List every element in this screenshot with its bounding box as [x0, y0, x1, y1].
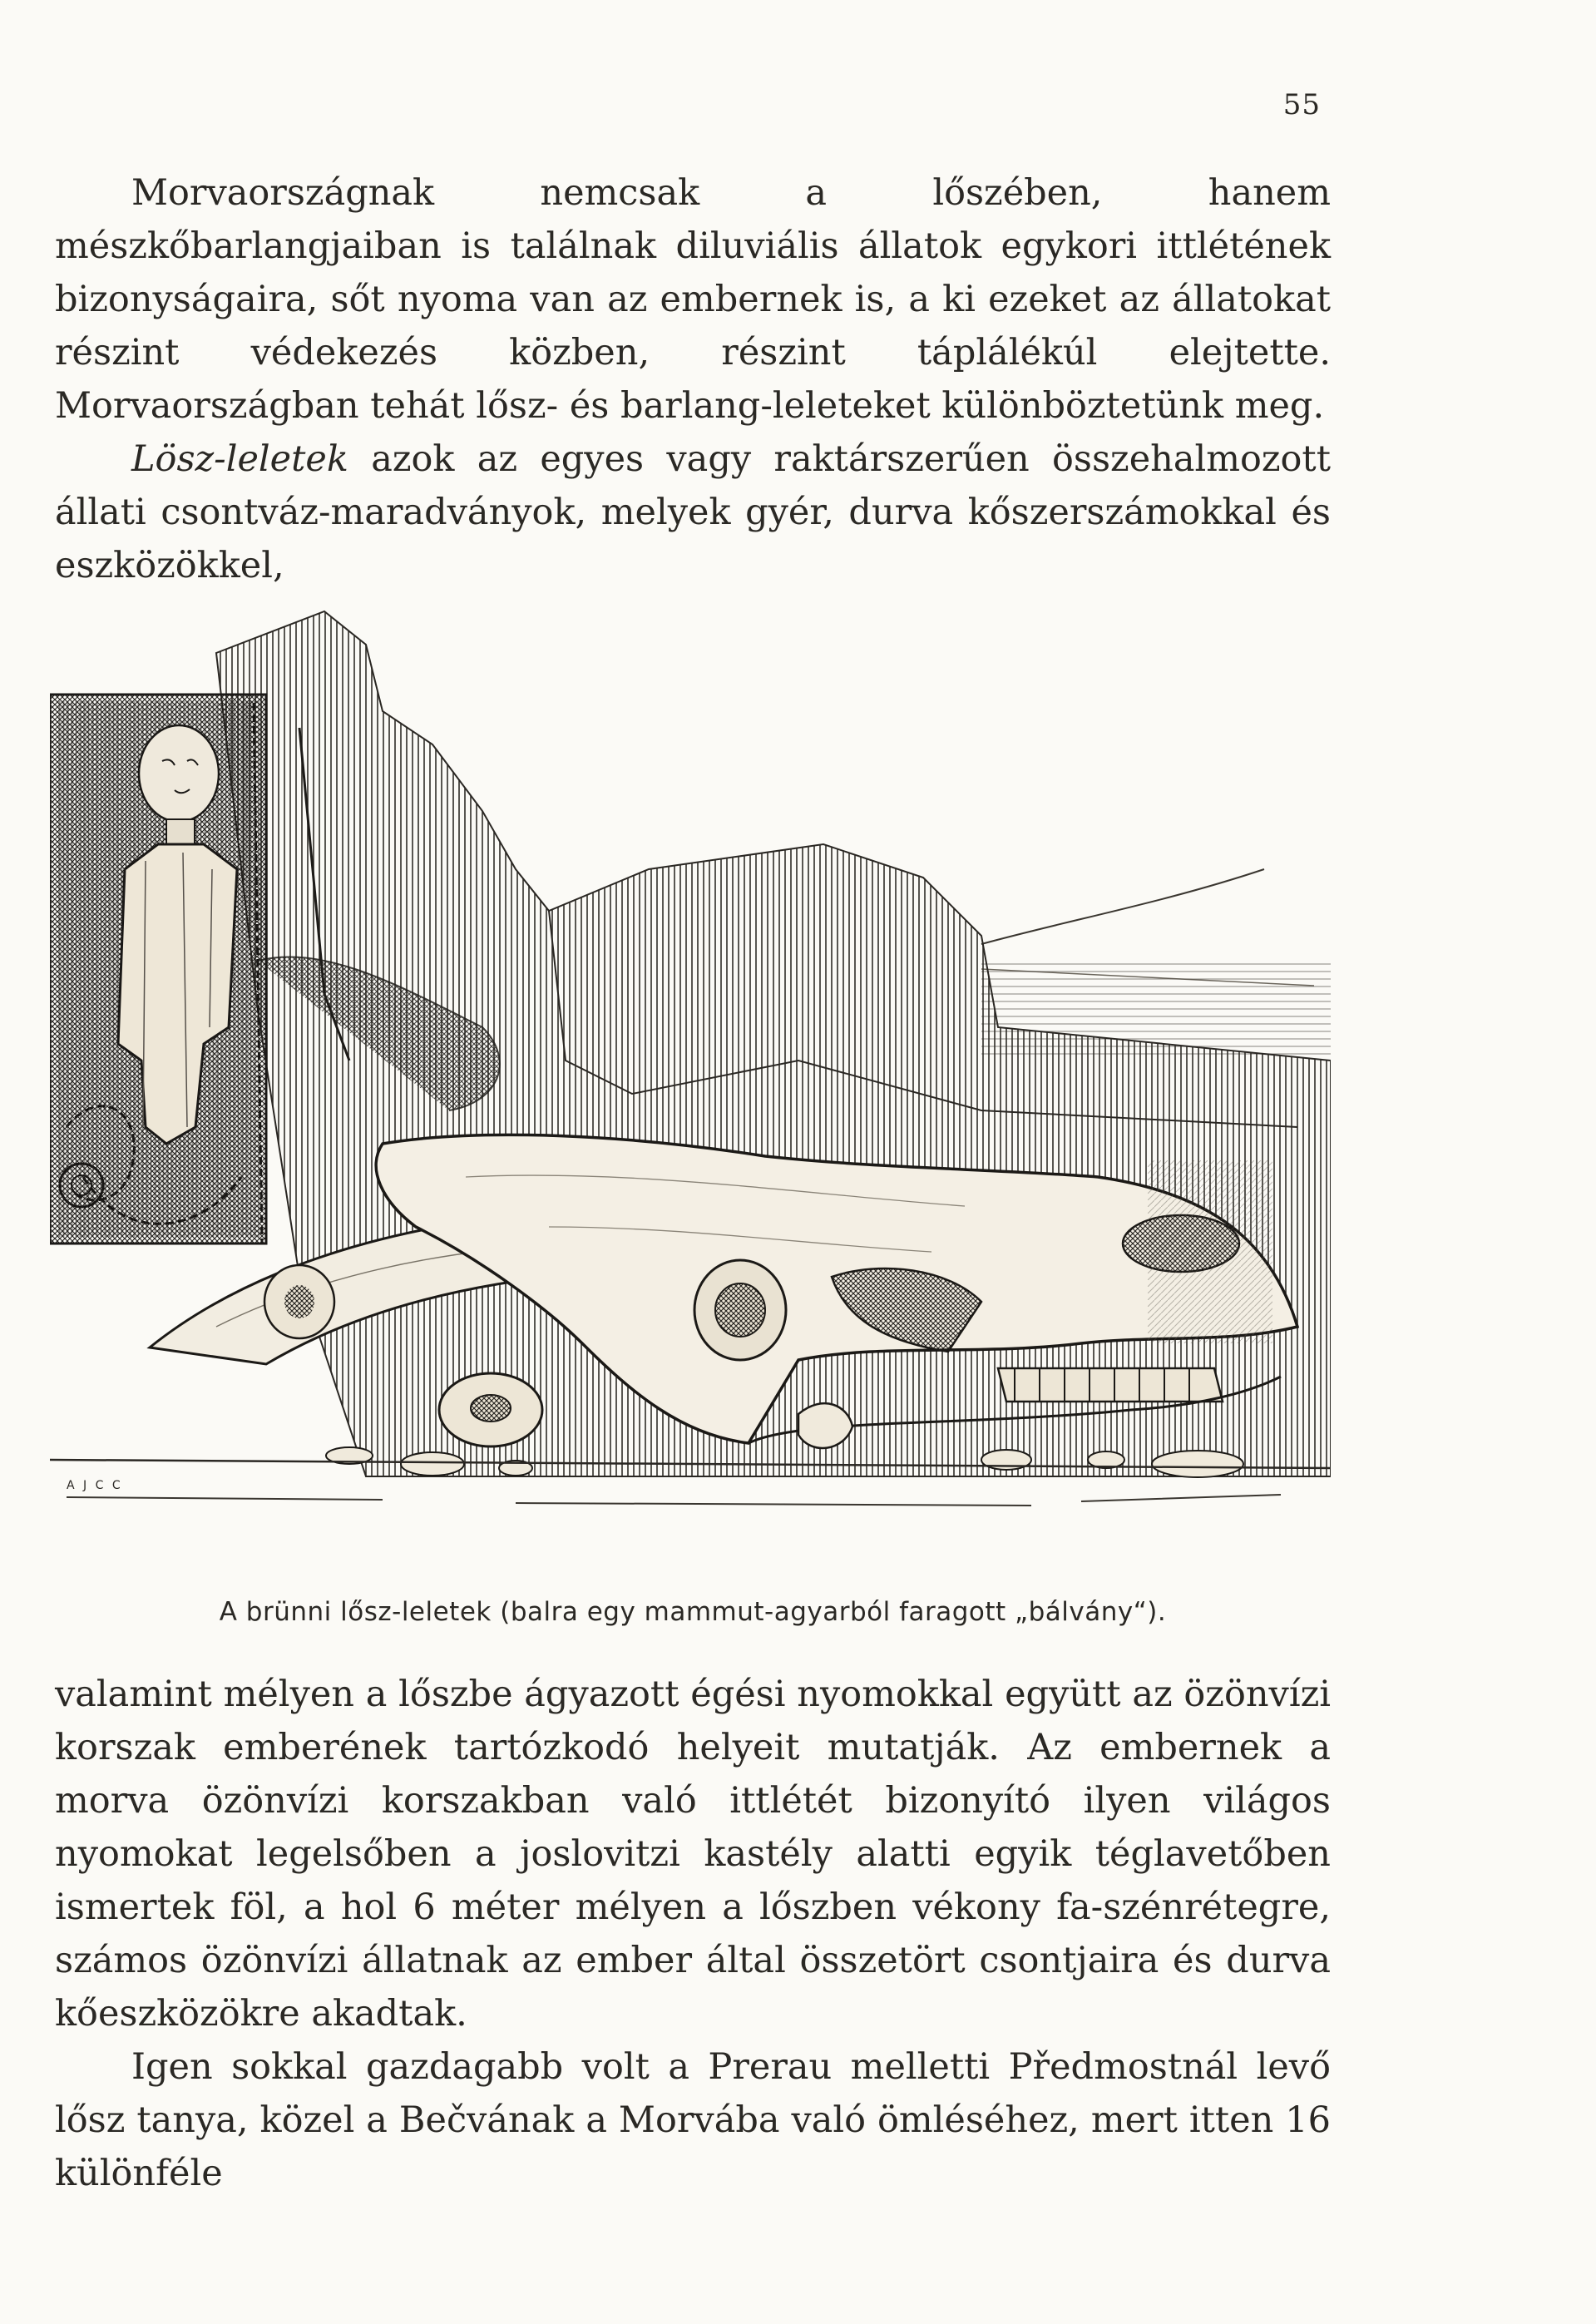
- loess-finds-illustration: [50, 595, 1331, 1585]
- paragraph: Morvaországnak nemcsak a lőszében, hanem mészkőbarlangjaiban is találnak diluviális állatok egykori ittlétének bizonyságaira, sőt nyoma van az embernek is, a ki ezeket az állatokat részint védekezés közben, részint táplálékúl elejtette. Morvaországban tehát lősz- és barlang-leleteket különböztetünk meg.: [55, 172, 1331, 427]
- paragraph: valamint mélyen a lőszbe ágyazott égési nyomokkal együtt az özönvízi korszak emberének tartózkodó helyeit mutatják. Az embernek a morva özönvízi korszakban való ittlétét bizonyító ilyen világos nyomokat legelsőben a joslovitzi kastély alatti egyik téglavetőben ismertek föl, a hol 6 méter mélyen a lőszben vékony fa-szénrétegre, számos özönvízi állatnak az ember által összetört csontjaira és durva kőeszközökre akadtak.: [55, 1674, 1331, 2035]
- figure-caption: A brünni lősz-leletek (balra egy mammut-agyarból faragott „bálvány“).: [219, 1597, 1167, 1627]
- engraver-signature: A J C C: [67, 1479, 123, 1492]
- paragraph: Igen sokkal gazdagabb volt a Prerau melletti Předmostnál levő lősz tanya, közel a Bečvának a Morvába való ömléséhez, mert itten 16 különféle: [55, 2046, 1331, 2194]
- page-number: 55: [1282, 88, 1321, 121]
- body-text-bottom: [55, 1668, 1331, 2200]
- paragraph-text: azok az egyes vagy raktárszerűen összehalmozott állati csontváz-maradványok, melyek gyér, durva kőszerszámokkal és eszközökkel,: [55, 438, 1331, 586]
- paragraph: [55, 433, 1331, 592]
- italic-term: Lösz-leletek: [131, 438, 348, 480]
- body-text-top: [55, 166, 1331, 592]
- idol-panel: [50, 695, 266, 1244]
